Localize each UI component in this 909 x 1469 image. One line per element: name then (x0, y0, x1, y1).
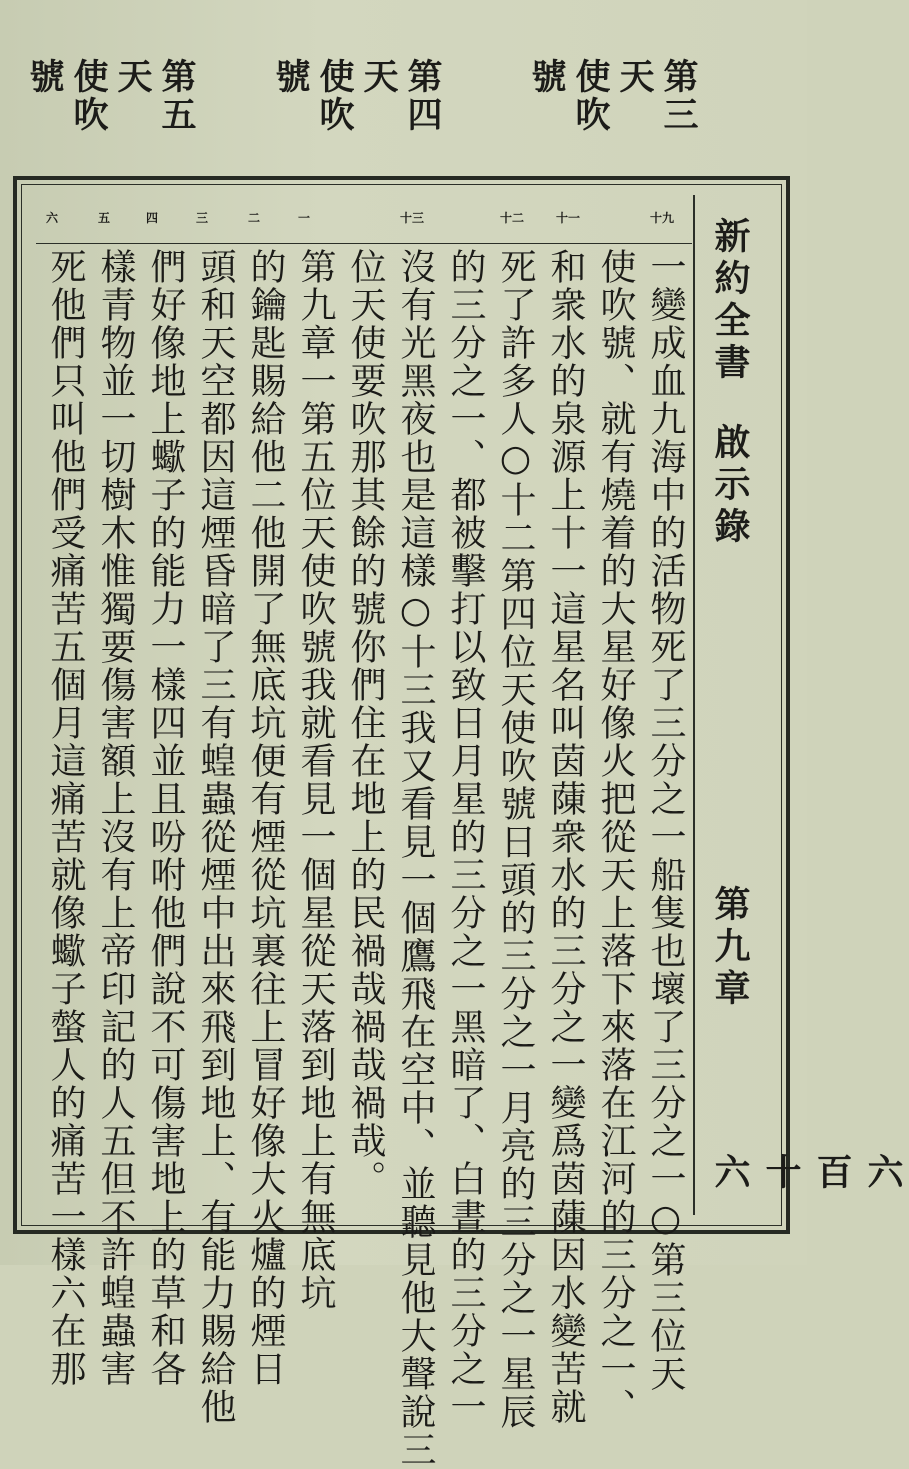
gloss-column: 第五天 (112, 58, 197, 134)
gloss-column: 第三天 (614, 58, 699, 134)
gloss-column: 第四天 (358, 58, 443, 134)
chapter-label: 第九章 (709, 885, 751, 1011)
top-gloss-notes (24, 58, 700, 170)
verse-number: 十一 (556, 211, 581, 225)
verse-number: 四 (146, 211, 159, 225)
gloss-day-three (524, 58, 700, 170)
book-title: 啟示錄 (709, 423, 751, 549)
scripture-body (40, 248, 686, 1469)
book-collection-title: 新約全書 (709, 217, 751, 385)
gloss-day-four (268, 58, 444, 170)
text-column: 頭和天空都因這煙昏暗了三有蝗蟲從煙中出來飛到地上、有能力賜給他 (195, 248, 236, 1426)
text-column: 位天使要吹那其餘的號你們住在地上的民禍哉禍哉禍哉。 (345, 248, 386, 1198)
verse-number: 二 (248, 211, 261, 225)
text-column: 一變成血九海中的活物死了三分之一船隻也壞了三分之一○第三位天 (645, 248, 686, 1393)
verse-number: 五 (98, 211, 111, 225)
text-column: 的三分之一、都被擊打以致日月星的三分之一黑暗了、白晝的三分之一 (445, 248, 486, 1426)
text-column: 和衆水的泉源上十一這星名叫茵蔯衆水的三分之一變爲茵蔯因水變苦就 (545, 248, 586, 1426)
verse-number: 六 (46, 211, 59, 225)
verse-number-strip (36, 203, 692, 244)
verse-number: 三 (196, 211, 209, 225)
gloss-column: 使吹號 (526, 58, 611, 134)
verse-number: 十三 (400, 211, 425, 225)
chapter-heading-column: 第九章一第五位天使吹號我就看見一個星從天落到地上有無底坑 (295, 248, 336, 1312)
text-column: 們好像地上蠍子的能力一樣四並且吩咐他們說不可傷害地上的草和各 (145, 248, 186, 1388)
running-header (693, 195, 904, 1215)
text-column: 的鑰匙賜給他二他開了無底坑便有煙從坑裏往上冒好像大火爐的煙日 (245, 248, 286, 1388)
gloss-day-five (22, 58, 198, 170)
text-column: 死了許多人○十二第四位天使吹號日頭的三分之一月亮的三分之一星辰 (495, 248, 536, 1431)
verse-number: 十九 (650, 211, 675, 225)
gloss-column: 使吹號 (24, 58, 109, 134)
text-column: 沒有光黑夜也是這樣○十三我又看見一個鷹飛在空中、並聽見他大聲說三 (395, 248, 436, 1469)
verse-number: 十二 (500, 211, 525, 225)
text-column: 使吹號、就有燒着的大星好像火把從天上落下來落在江河的三分之一、 (595, 248, 636, 1426)
page-number: 六百十六 (709, 1153, 904, 1195)
gloss-column: 使吹號 (270, 58, 355, 134)
text-column: 死他們只叫他們受痛苦五個月這痛苦就像蠍子螫人的痛苦一樣六在那 (45, 248, 86, 1388)
text-column: 樣青物並一切樹木惟獨要傷害額上沒有上帝印記的人五但不許蝗蟲害 (95, 248, 136, 1388)
verse-number: 一 (298, 211, 311, 225)
